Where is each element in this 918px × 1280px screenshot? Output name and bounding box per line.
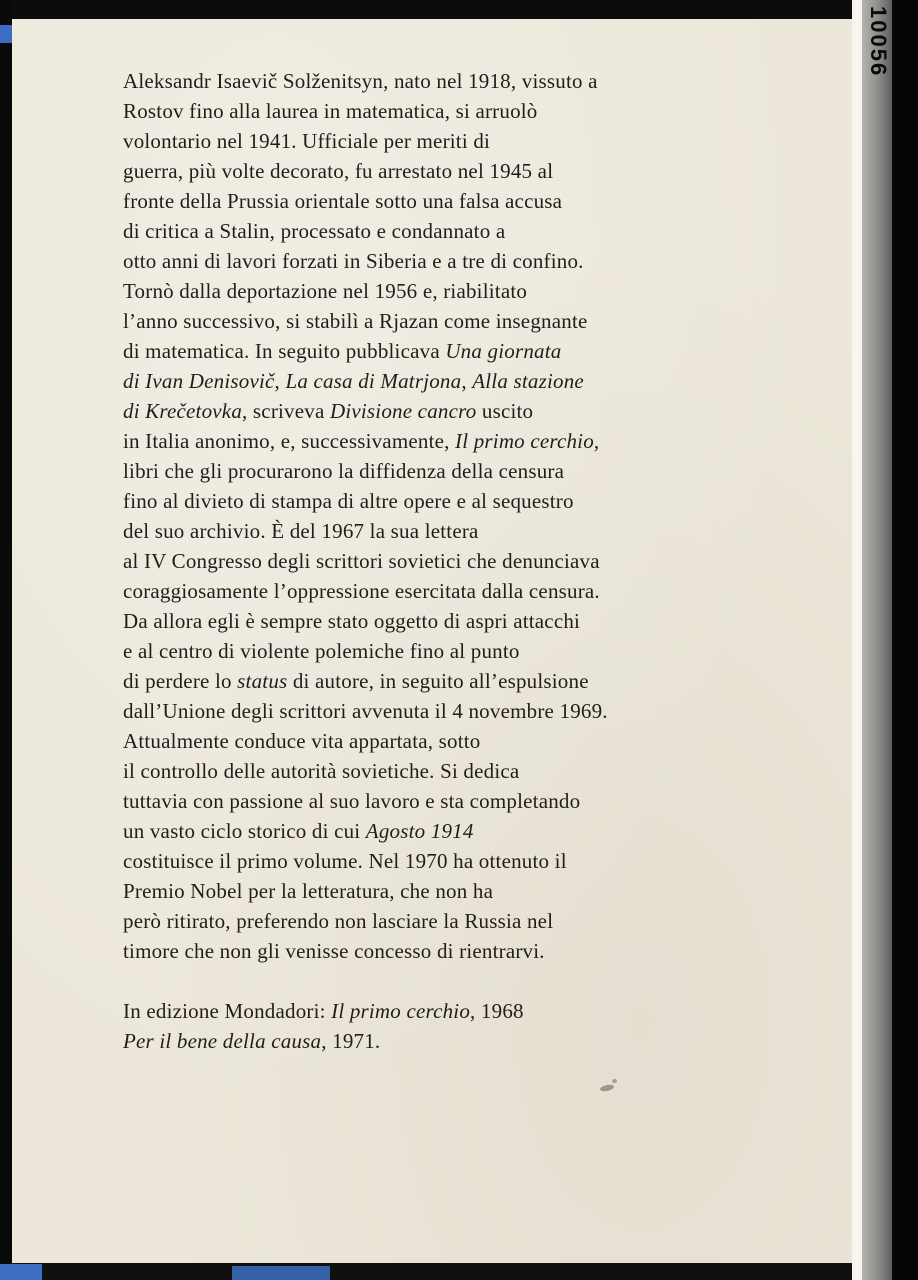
text-line: di Ivan Denisovič, La casa di Matrjona, Alla stazione [123, 369, 584, 393]
text-line: fronte della Prussia orientale sotto una falsa accusa [123, 189, 563, 213]
scan-edge-left [0, 0, 12, 1280]
text-line: Rostov fino alla laurea in matematica, si arruolò [123, 99, 538, 123]
text-line: dall’Unione degli scrittori avvenuta il 4 novembre 1969. [123, 699, 608, 723]
edition-lines [123, 996, 743, 1056]
text-line: Premio Nobel per la letteratura, che non ha [123, 879, 494, 903]
biography-text [123, 66, 743, 1056]
text-line: Per il bene della causa, 1971. [123, 1029, 381, 1053]
text-line: costituisce il primo volume. Nel 1970 ha ottenuto il [123, 849, 567, 873]
text-line: e al centro di violente polemiche fino al punto [123, 639, 520, 663]
text-line: di perdere lo status di autore, in seguito all’espulsione [123, 669, 589, 693]
blue-tape-mark [0, 1264, 42, 1280]
text-line: al IV Congresso degli scrittori sovietici che denunciava [123, 549, 600, 573]
catalog-number: 10056 [866, 6, 891, 78]
text-line: fino al divieto di stampa di altre opere e al sequestro [123, 489, 574, 513]
ink-speck [612, 1079, 617, 1083]
blue-tape-mark [0, 25, 12, 43]
text-line: Aleksandr Isaevič Solženitsyn, nato nel 1918, vissuto a [123, 69, 598, 93]
text-line: l’anno successivo, si stabilì a Rjazan come insegnante [123, 309, 588, 333]
text-line: di Krečetovka, scriveva Divisione cancro uscito [123, 399, 534, 423]
text-line: tuttavia con passione al suo lavoro e sta completando [123, 789, 581, 813]
paragraph-lines [123, 66, 743, 966]
text-line: otto anni di lavori forzati in Siberia e a tre di confino. [123, 249, 584, 273]
text-line: in Italia anonimo, e, successivamente, Il primo cerchio, [123, 429, 600, 453]
ink-speck [600, 1084, 615, 1093]
text-line: guerra, più volte decorato, fu arrestato nel 1945 al [123, 159, 554, 183]
text-line: di critica a Stalin, processato e condannato a [123, 219, 506, 243]
text-line: Da allora egli è sempre stato oggetto di aspri attacchi [123, 609, 581, 633]
text-line: Tornò dalla deportazione nel 1956 e, riabilitato [123, 279, 528, 303]
page-edge-highlight [852, 0, 862, 1280]
text-line: il controllo delle autorità sovietiche. Si dedica [123, 759, 520, 783]
text-line: In edizione Mondadori: Il primo cerchio, 1968 [123, 999, 524, 1023]
text-line: timore che non gli venisse concesso di rientrarvi. [123, 939, 545, 963]
scan-edge-right [892, 0, 918, 1280]
text-line: libri che gli procurarono la diffidenza della censura [123, 459, 565, 483]
text-line: però ritirato, preferendo non lasciare la Russia nel [123, 909, 554, 933]
scan-edge-top [0, 0, 854, 19]
scan-edge-bottom [0, 1263, 854, 1280]
text-line: Attualmente conduce vita appartata, sotto [123, 729, 481, 753]
text-line: del suo archivio. È del 1967 la sua lettera [123, 519, 479, 543]
text-line: di matematica. In seguito pubblicava Una giornata [123, 339, 562, 363]
blue-tape-mark [232, 1266, 330, 1280]
text-line: volontario nel 1941. Ufficiale per meriti di [123, 129, 491, 153]
text-line: un vasto ciclo storico di cui Agosto 1914 [123, 819, 474, 843]
spine-gray-band [862, 0, 892, 1280]
text-line: coraggiosamente l’oppressione esercitata dalla censura. [123, 579, 600, 603]
